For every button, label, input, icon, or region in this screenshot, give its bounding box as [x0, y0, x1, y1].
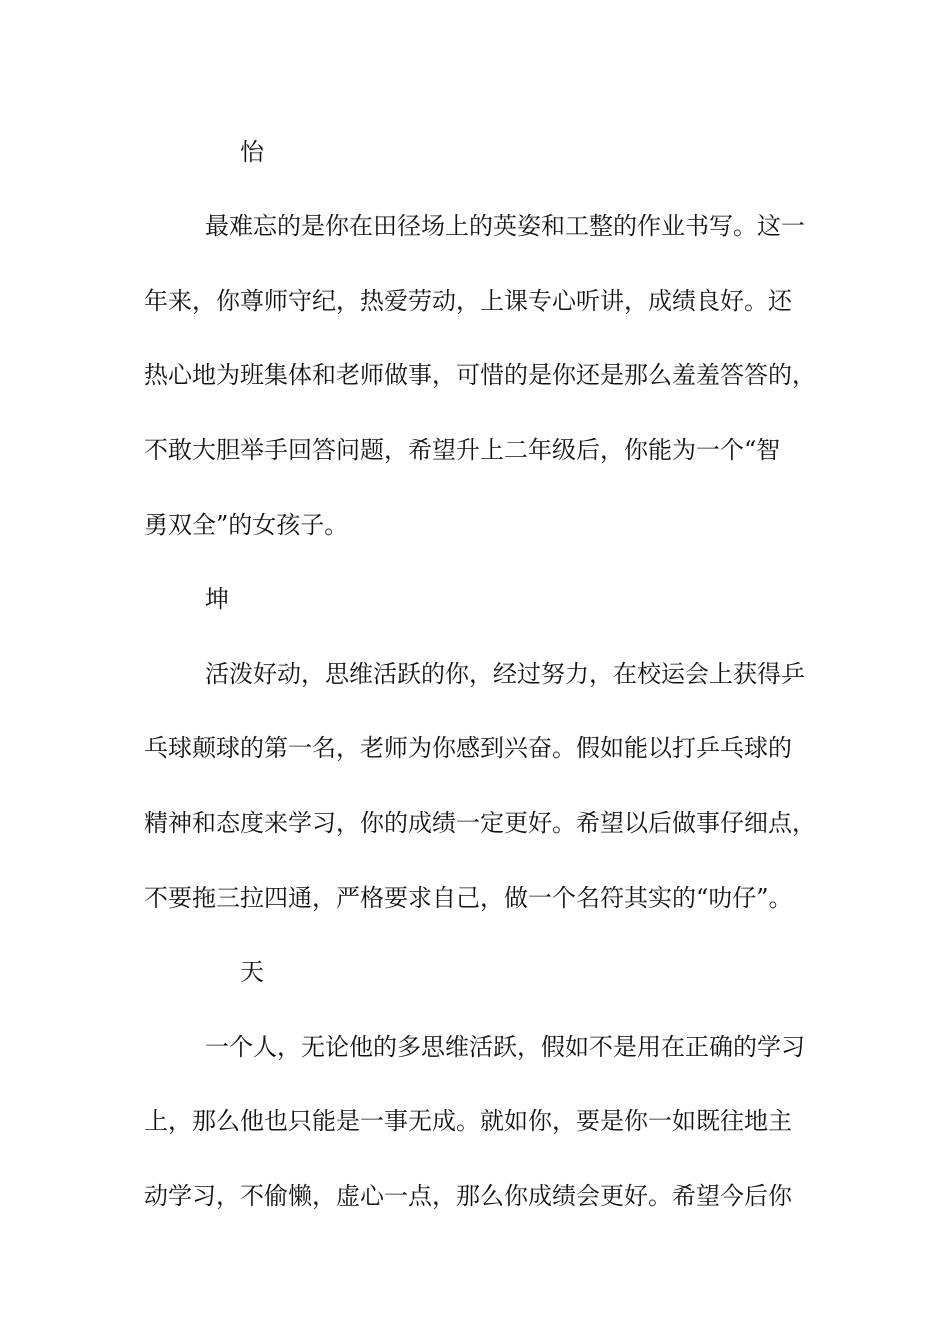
comment-line: 年来，你尊师守纪，热爱劳动，上课专心听讲，成绩良好。还	[144, 287, 792, 315]
student-name: 坤	[205, 585, 229, 613]
comment-line: 热心地为班集体和老师做事，可惜的是你还是那么羞羞答答的，	[144, 361, 816, 389]
student-name: 怡	[240, 138, 264, 166]
comment-line: 精神和态度来学习，你的成绩一定更好。希望以后做事仔细点，	[144, 809, 816, 837]
comment-line: 上，那么他也只能是一事无成。就如你，要是你一如既往地主	[144, 1107, 792, 1135]
comment-line: 乓球颠球的第一名，老师为你感到兴奋。假如能以打乒乓球的	[144, 734, 792, 762]
comment-line: 活泼好动，思维活跃的你，经过努力，在校运会上获得乒	[205, 660, 805, 688]
comment-line: 动学习，不偷懒，虚心一点，那么你成绩会更好。希望今后你	[144, 1182, 792, 1210]
comment-line: 不敢大胆举手回答问题，希望升上二年级后，你能为一个“智	[144, 436, 781, 464]
comment-line: 最难忘的是你在田径场上的英姿和工整的作业书写。这一	[205, 212, 805, 240]
comment-line: 不要拖三拉四通，严格要求自己，做一个名符其实的“叻仔”。	[144, 884, 793, 912]
comment-line: 一个人，无论他的多思维活跃，假如不是用在正确的学习	[205, 1033, 805, 1061]
comment-line: 勇双全”的女孩子。	[144, 511, 349, 539]
student-name: 天	[240, 958, 264, 986]
